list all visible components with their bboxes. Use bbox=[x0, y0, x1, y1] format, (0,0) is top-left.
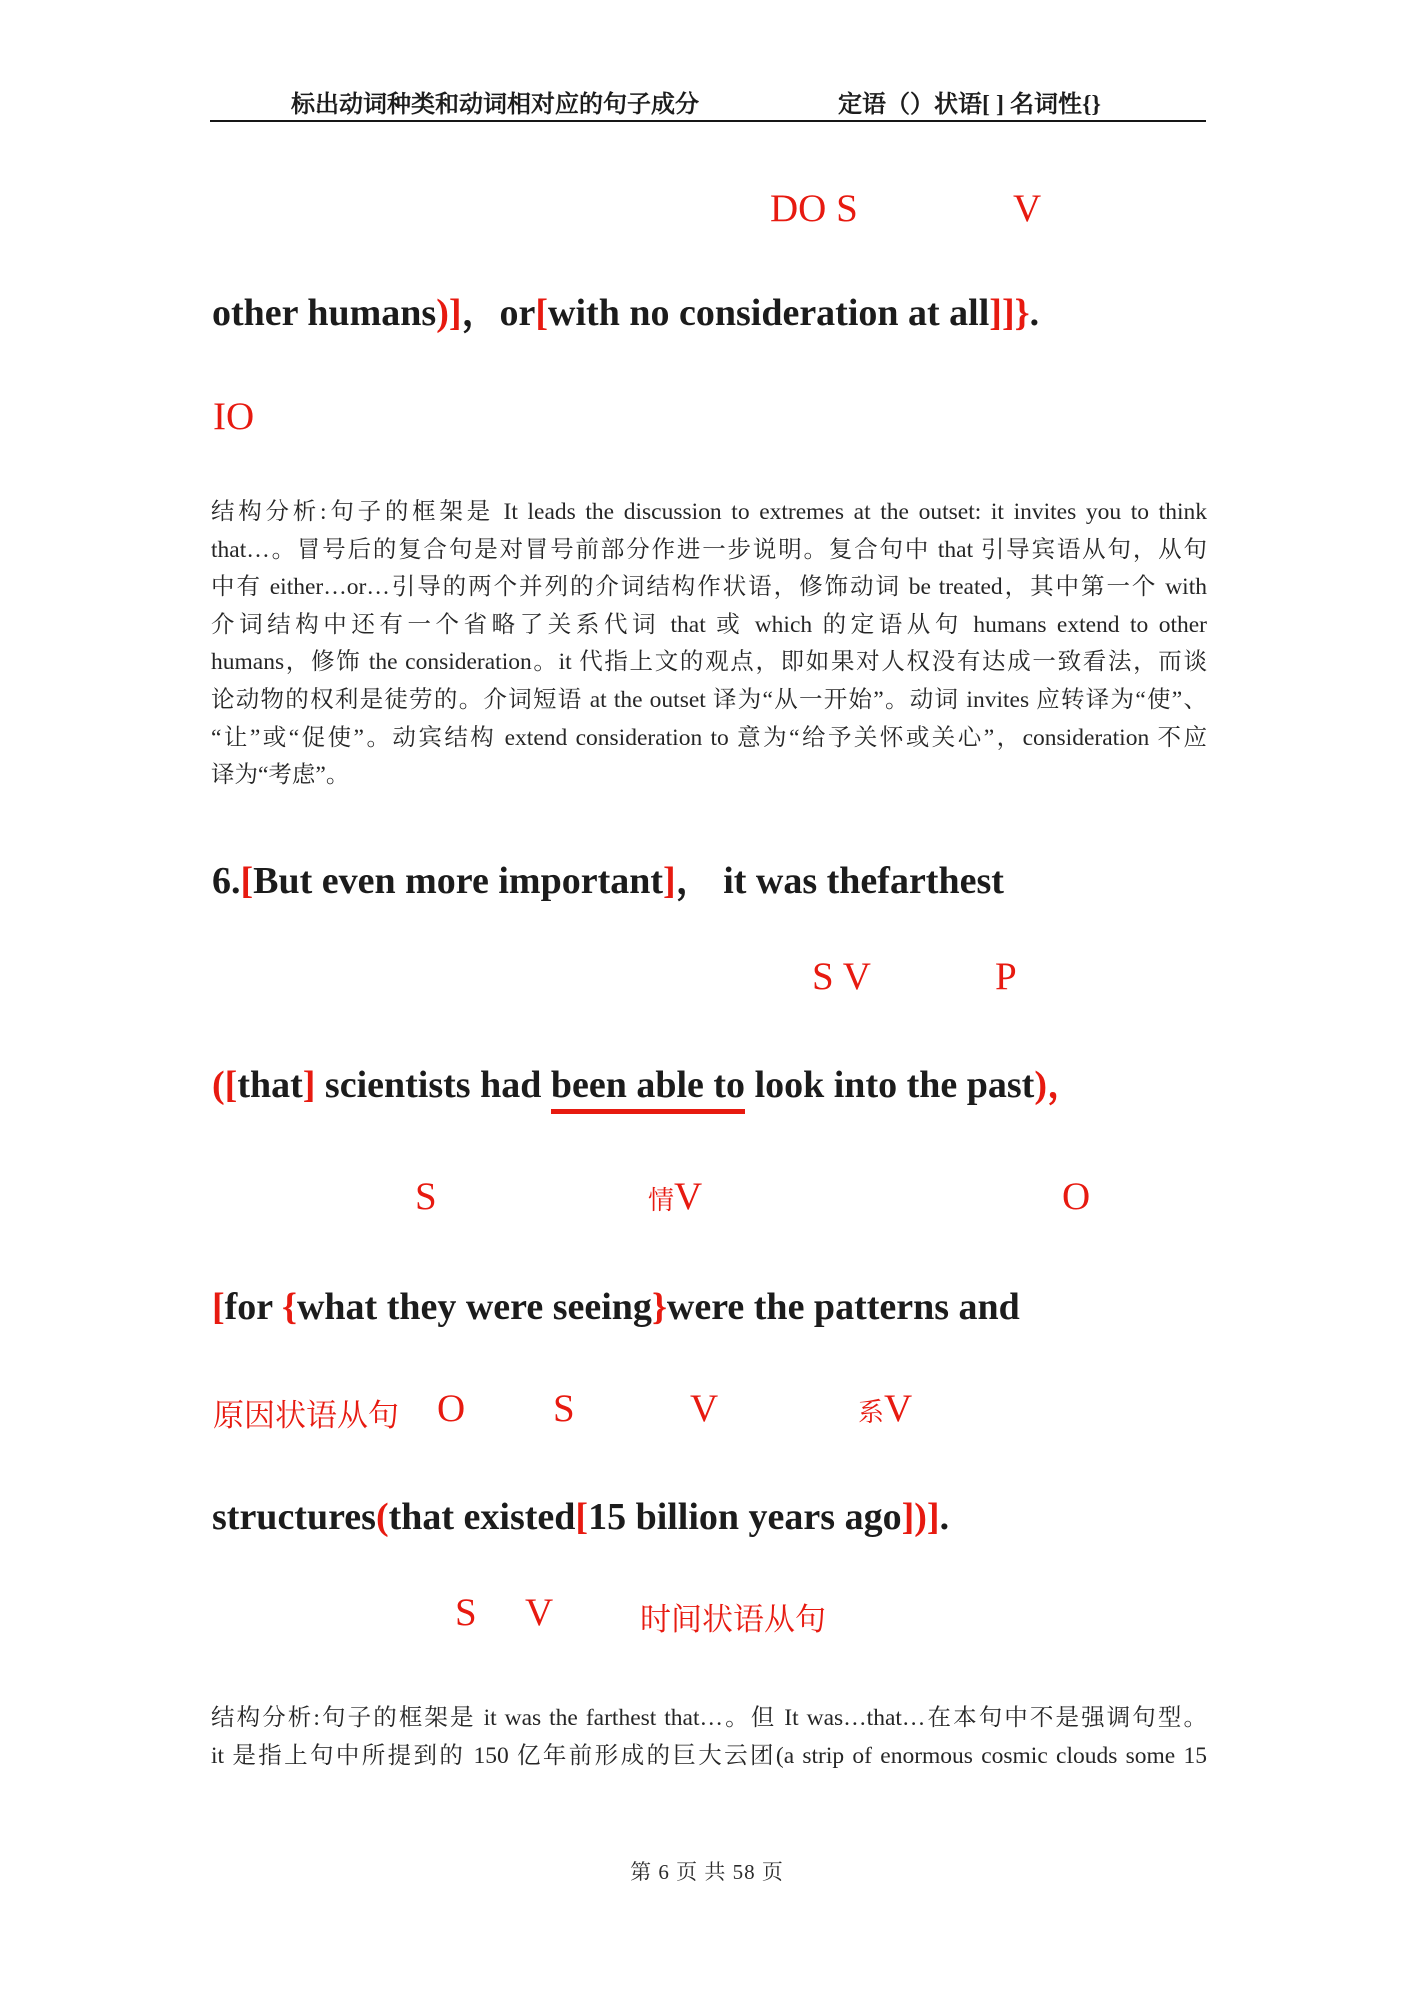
annotation-s-3: S bbox=[553, 1387, 575, 1430]
paragraph-line: humans，修饰 the consideration。it 代指上文的观点，即如果对人权没有达成一致看法，而谈 bbox=[211, 649, 1207, 676]
annotation-reason-clause: 原因状语从句 bbox=[213, 1398, 399, 1433]
paragraph-line: it 是指上句中所提到的 150 亿年前形成的巨大云团(a strip of enormous cosmic clouds some 15 bbox=[211, 1742, 1207, 1769]
paragraph-line: 结构分析:句子的框架是 It leads the discussion to extremes at the outset: it invites you to think bbox=[211, 499, 1207, 525]
annotation-s-2: S bbox=[415, 1175, 437, 1218]
annotation-do-s: DO S bbox=[770, 187, 858, 230]
annotation-io: IO bbox=[213, 395, 255, 438]
paragraph-line: 结构分析:句子的框架是 it was the farthest that…。但 It was…that…在本句中不是强调句型。 bbox=[211, 1705, 1207, 1731]
annotation-v-3: V bbox=[690, 1387, 719, 1430]
annotation-xi-v: 系V bbox=[858, 1387, 913, 1430]
paragraph-line: “让”或“促使”。动宾结构 extend consideration to 意为“给予关怀或关心”，consideration 不应 bbox=[211, 724, 1207, 751]
annotation-s-v: S V bbox=[812, 955, 871, 998]
analysis-paragraph-2 bbox=[211, 1700, 1207, 1775]
paragraph-line: 论动物的权利是徒劳的。介词短语 at the outset 译为“从一开始”。动词 invites 应转译为“使”、 bbox=[211, 686, 1207, 713]
annotation-qing-v: 情V bbox=[648, 1175, 703, 1218]
annotation-s-4: S bbox=[455, 1591, 477, 1634]
annotation-p: P bbox=[995, 955, 1017, 998]
header-right-text: 定语（）状语[ ] 名词性{} bbox=[838, 92, 1101, 118]
page-number: 第 6 页 共 58 页 bbox=[630, 1860, 784, 1884]
sentence-line-1: other humans)]，or[with no consideration at all]]}. bbox=[212, 292, 1040, 334]
annotation-v-4: V bbox=[525, 1591, 554, 1634]
annotation-v-1: V bbox=[1013, 187, 1042, 230]
annotation-o-2: O bbox=[1062, 1175, 1091, 1218]
header-rule bbox=[210, 120, 1206, 122]
sentence-line-2: ([that] scientists had been able to look into the past)， bbox=[212, 1062, 1222, 1110]
paragraph-line: 介词结构中还有一个省略了关系代词 that 或 which 的定语从句 humans extend to other bbox=[211, 611, 1207, 638]
paragraph-line: 译为“考虑”。 bbox=[211, 762, 350, 789]
sentence-line-3: [for {what they were seeing}were the patterns and bbox=[212, 1286, 1020, 1328]
annotation-o-3: O bbox=[437, 1387, 466, 1430]
paragraph-line: 中有 either…or…引导的两个并列的介词结构作状语，修饰动词 be treated，其中第一个 with bbox=[211, 574, 1207, 601]
analysis-paragraph-1 bbox=[211, 494, 1207, 795]
heading-sentence-6: 6.[But even more important]， it was thefarthest bbox=[212, 860, 1004, 902]
annotation-time-clause: 时间状语从句 bbox=[640, 1602, 826, 1637]
paragraph-line: that…。冒号后的复合句是对冒号前部分作进一步说明。复合句中 that 引导宾语从句，从句 bbox=[211, 536, 1207, 563]
sentence-line-4: structures(that existed[15 billion years ago])]. bbox=[212, 1496, 950, 1538]
header-left-text: 标出动词种类和动词相对应的句子成分 bbox=[291, 92, 699, 118]
